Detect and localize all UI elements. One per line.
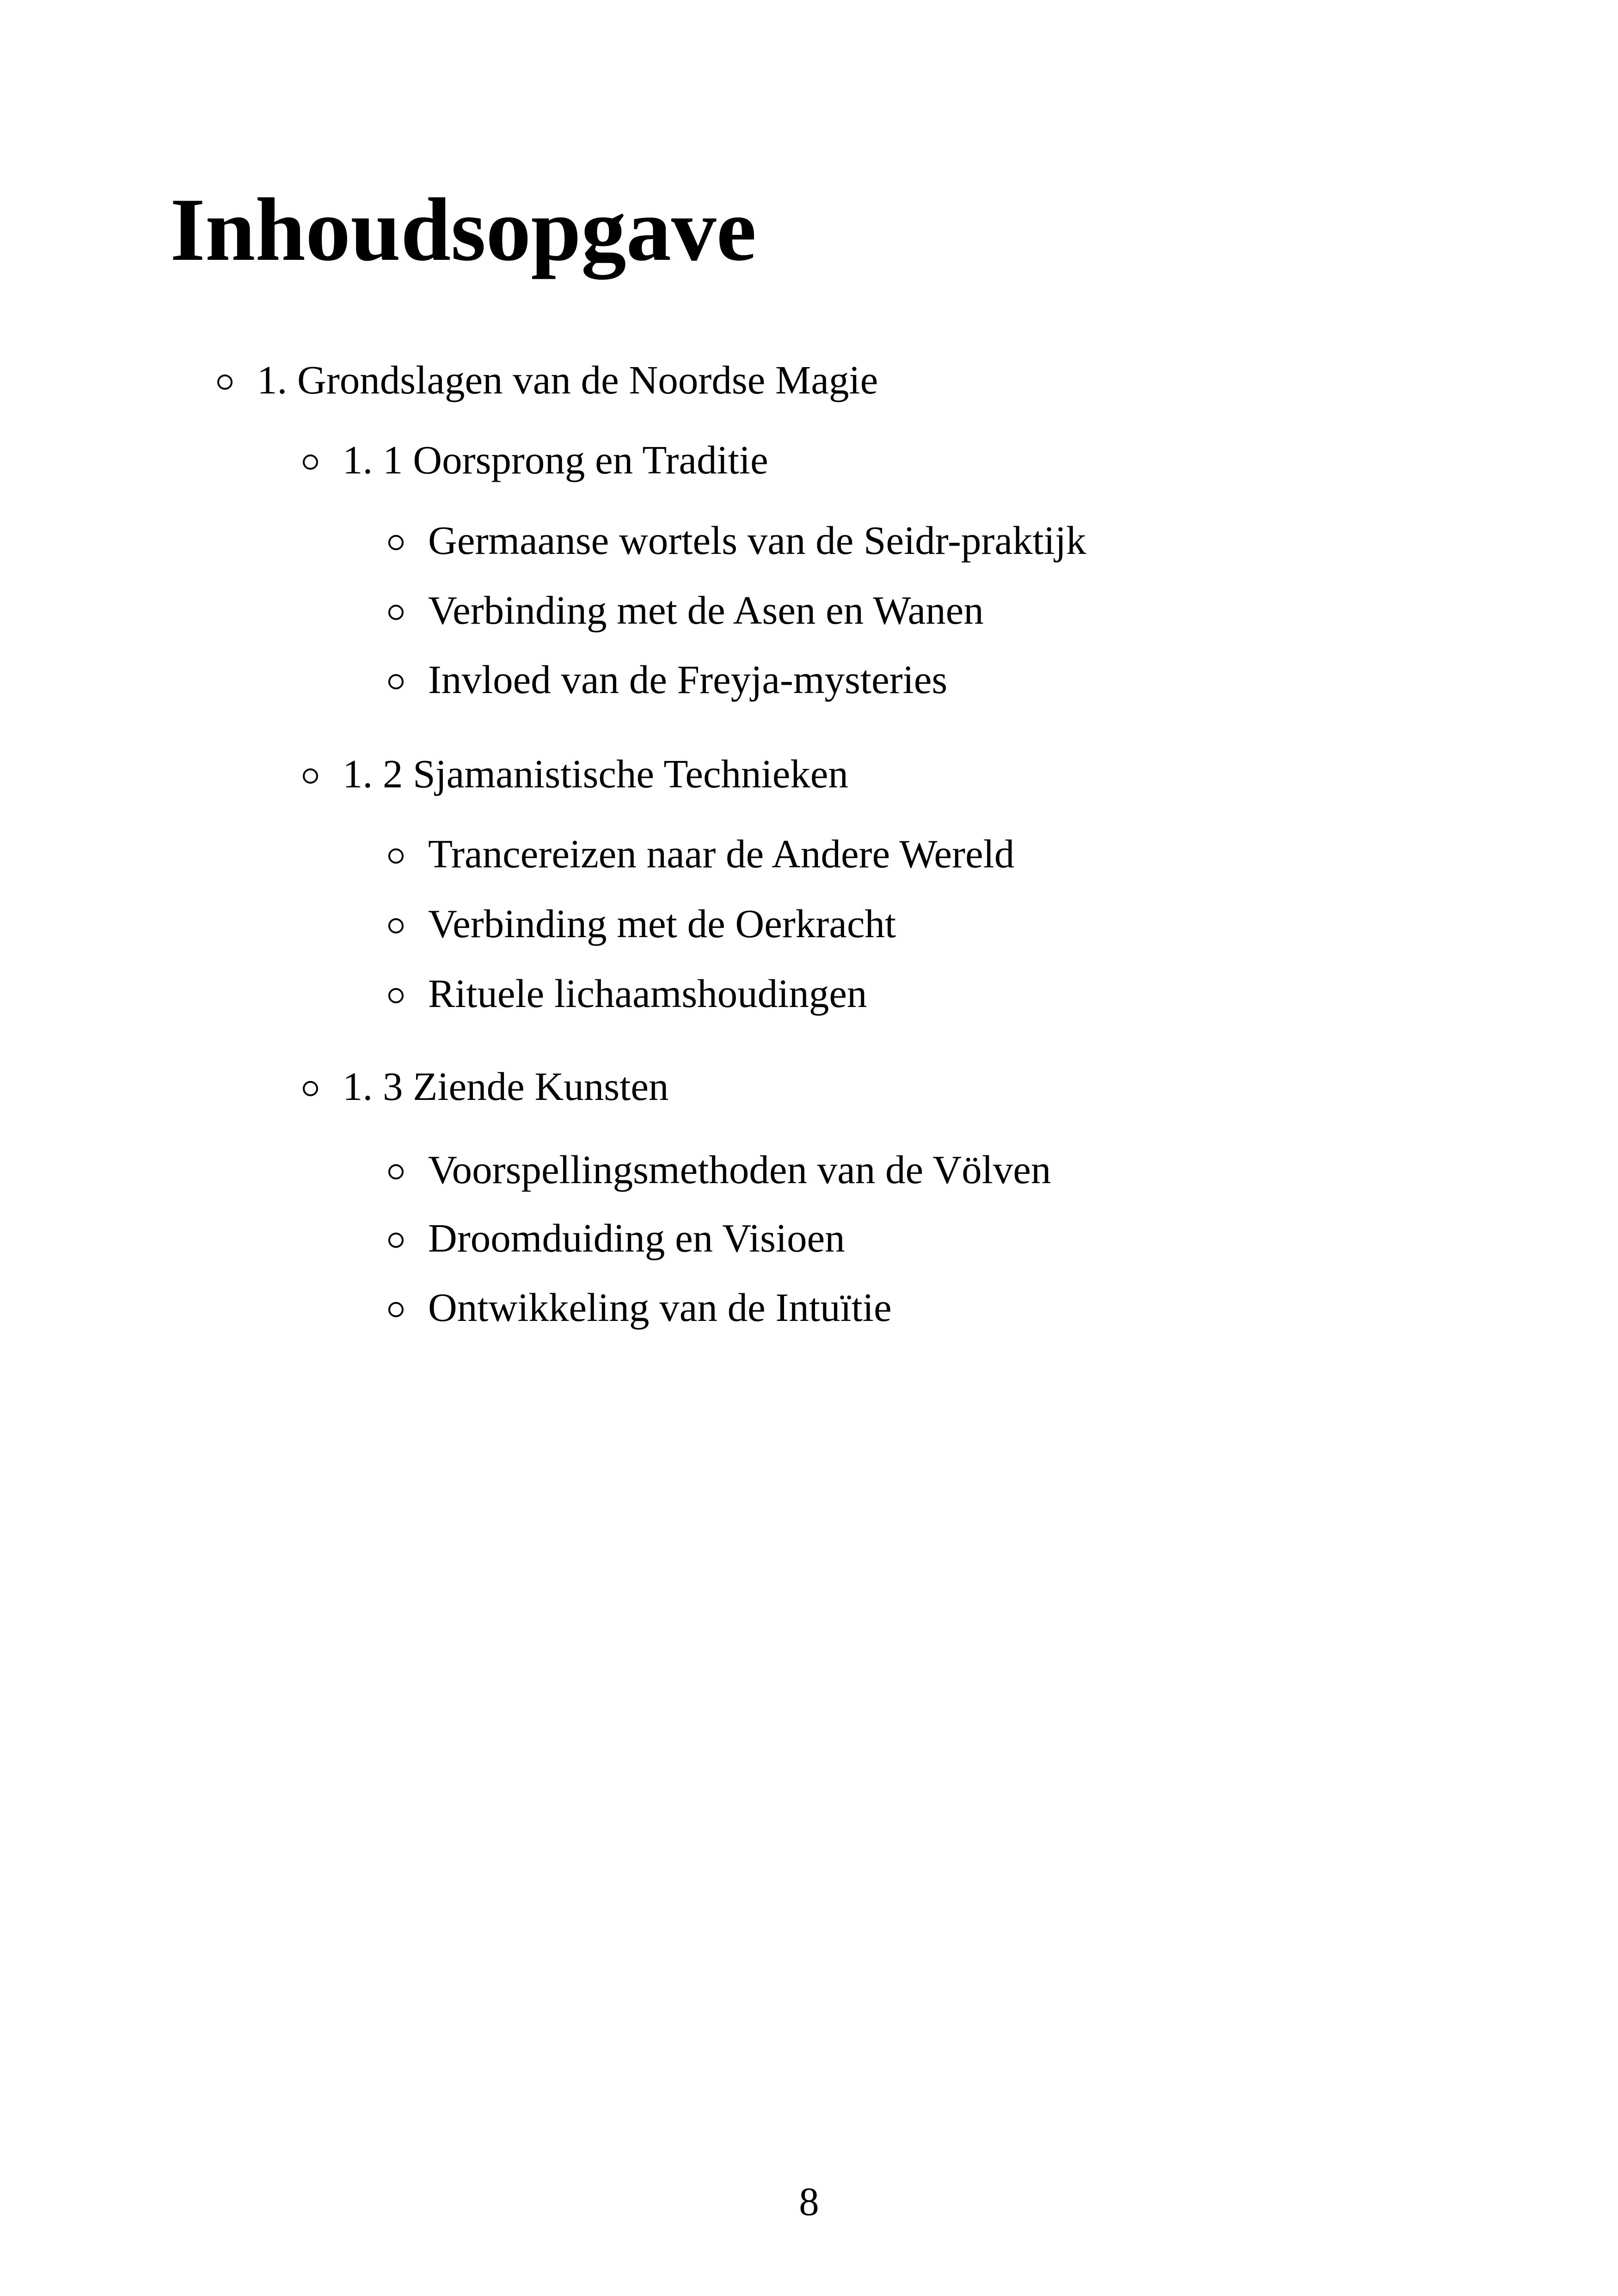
page-number: 8 <box>799 2179 819 2224</box>
circle-bullet-icon <box>303 1081 318 1096</box>
toc-chapter <box>217 357 878 402</box>
toc-item <box>388 1149 1051 1190</box>
toc-item-label: Invloed van de Freyja-mysteries <box>428 657 948 702</box>
circle-bullet-icon <box>388 1233 404 1248</box>
toc-item-label: Droomduiding en Visioen <box>428 1216 845 1260</box>
toc-item-label: Germaanse wortels van de Seidr-praktijk <box>428 518 1086 563</box>
circle-bullet-icon <box>388 1164 404 1179</box>
toc-item-label: Verbinding met de Oerkracht <box>428 901 896 946</box>
toc-item <box>388 518 1086 563</box>
toc-section-label: 1. 1 Oorsprong en Traditie <box>343 437 768 482</box>
toc-item-label: Verbinding met de Asen en Wanen <box>428 588 984 632</box>
toc-item <box>388 590 984 630</box>
toc-section <box>303 751 849 796</box>
circle-bullet-icon <box>303 454 318 470</box>
page-title: Inhoudsopgave <box>170 180 757 280</box>
circle-bullet-icon <box>388 605 404 620</box>
toc-section <box>303 437 768 482</box>
toc-item <box>388 831 1015 876</box>
toc-item <box>388 1285 892 1330</box>
toc-chapter-label: 1. Grondslagen van de Noordse Magie <box>257 357 878 402</box>
circle-bullet-icon <box>388 674 404 689</box>
toc-item <box>388 903 896 944</box>
toc-section-label: 1. 2 Sjamanistische Technieken <box>343 751 849 796</box>
toc-item-label: Ontwikkeling van de Intuïtie <box>428 1285 892 1330</box>
circle-bullet-icon <box>303 768 318 784</box>
circle-bullet-icon <box>388 848 404 864</box>
toc-item-label: Rituele lichaamshoudingen <box>428 971 867 1016</box>
circle-bullet-icon <box>217 374 233 390</box>
circle-bullet-icon <box>388 1302 404 1317</box>
circle-bullet-icon <box>388 988 404 1003</box>
circle-bullet-icon <box>388 535 404 550</box>
toc-item-label: Trancereizen naar de Andere Wereld <box>428 831 1015 876</box>
toc-item-label: Voorspellingsmethoden van de Völven <box>428 1147 1051 1192</box>
toc-item <box>388 1218 845 1258</box>
toc-section-label: 1. 3 Ziende Kunsten <box>343 1064 669 1109</box>
toc-section <box>303 1064 669 1109</box>
toc-item <box>388 971 867 1016</box>
toc-item <box>388 659 947 700</box>
circle-bullet-icon <box>388 918 404 933</box>
